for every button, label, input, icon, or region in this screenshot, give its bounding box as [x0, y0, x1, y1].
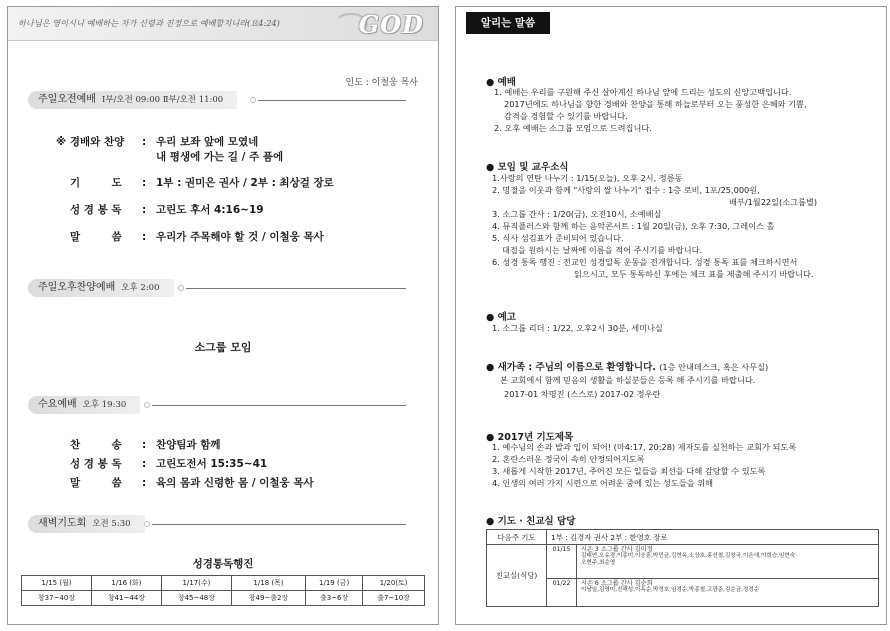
table-row: 다음주 기도 1부 : 김경자 권사 2부 : 한영호 장로: [487, 530, 879, 545]
list-item: 1.사랑의 연탄 나누기 : 1/15(오늘), 오후 2시, 정릉동: [492, 173, 683, 183]
notice-tab: 알리는 말씀: [466, 12, 550, 34]
list-item: 1. 예수님의 손과 발과 입이 되어! (마4:17, 20:28) 제자도를 실천하는 교회가 되도록: [492, 442, 797, 452]
banner-verse: 하나님은 영이시니 예배하는 자가 신령과 진정으로 예배할지니라(요4:24): [18, 18, 280, 28]
order-row: 찬 송 : 찬양팀과 함께: [70, 439, 221, 451]
table-row: 친교실(식당) 01/15 시온 3 소그룹 간사 김미정 김태연,오유경,이종미,이승훈,박민균,김현옥,소상호,홍선철,김창국,이은애,이희승,임현숙 오현주,최순영: [487, 545, 879, 579]
list-item: 본 교회에서 함께 믿음의 생활을 하실분들은 등록 해 주시기를 바랍니다.: [500, 375, 756, 385]
list-item: 1. 소그룹 리더 : 1/22, 오후2시 30분, 세미나실: [492, 323, 663, 333]
list-item: 1. 예배는 우리를 구원해 주신 살아계신 하나님 앞에 드리는 성도의 신앙고백입니다.: [494, 87, 792, 97]
section-title: 수요예배 오후 19:30: [28, 396, 140, 414]
order-row: 성 경 봉 독 : 고린도 후서 4:16~19: [70, 204, 264, 216]
list-item: 감격을 경험할 수 있기를 바랍니다.: [504, 111, 628, 121]
section-dot-icon: [144, 521, 150, 527]
list-item: 3. 소그룹 간사 : 1/20(금), 오전10시, 소예배실: [492, 209, 662, 219]
bulletin-left-page: [7, 6, 439, 625]
worship-leader: 인도 : 이철웅 목사: [345, 78, 418, 88]
worship-title: ● 예배: [486, 77, 516, 88]
list-item: 2017-01 차명진 (스스로) 2017-02 정우란: [504, 389, 661, 399]
prayer-topics-title: ● 2017년 기도제목: [486, 432, 574, 443]
section-sunday-afternoon: [28, 279, 406, 297]
section-dot-icon: [178, 285, 184, 291]
table-row: 1/15 (월) 1/16 (화) 1/17(수) 1/18 (목) 1/19 (금) 1/20(토): [22, 576, 425, 591]
list-item: 2. 혼란스러운 정국이 속히 안정되어지도록: [492, 454, 645, 464]
list-item: 4. 뮤직플러스와 함께 하는 음악콘서트 : 1월 20일(금), 오후 7:30, 그레이스 홀: [492, 221, 775, 231]
small-group-meeting: 소그룹 모임: [194, 341, 252, 354]
header-banner: [8, 7, 438, 41]
table-row: 창37~40장 창41~44장 창45~48장 창49~출2장 출3~6장 출7~10장: [22, 591, 425, 606]
list-item: 배부/1월22일(소그룹별): [729, 197, 818, 207]
section-divider: [152, 524, 406, 525]
list-item: 4. 인생의 여러 가지 시련으로 어려운 중에 있는 성도들을 위해: [492, 478, 714, 488]
section-dawn-prayer: [28, 515, 406, 533]
section-sunday-morning: [28, 91, 406, 109]
order-row: 기 도 : 1부 : 권미은 권사 / 2부 : 최상걸 장로: [70, 177, 334, 189]
fellowship-entry: 시온 6 소그룹 간사 김순희 이남일,김영미,진해성,이옥순,박정호,임경순,박종철,고광준,김순금,정경순: [577, 579, 879, 607]
section-wednesday: [28, 396, 406, 414]
list-item: 5. 식사 섬김표가 준비되어 있습니다.: [492, 233, 624, 243]
prayer-room-title: ● 기도 · 친교실 담당: [486, 516, 576, 527]
fellowship-entry: 시온 3 소그룹 간사 김미정 김태연,오유경,이종미,이승훈,박민균,김현옥,소상호,홍선철,김창국,이은애,이희승,임현숙 오현주,최순영: [577, 545, 879, 579]
section-dot-icon: [144, 402, 150, 408]
list-item: 2. 명절을 이웃과 함께 "사랑의 쌀 나누기" 접수 : 1층 로비, 1포/25,000원,: [492, 185, 760, 195]
section-dot-icon: [250, 97, 256, 103]
table-row: 01/22 시온 6 소그룹 간사 김순희 이남일,김영미,진해성,이옥순,박정호,임경순,박종철,고광준,김순금,정경순: [487, 579, 879, 607]
section-divider: [186, 288, 406, 289]
section-title: 새벽기도회 오전 5:30: [28, 515, 145, 533]
new-family-title: ● 새가족 : 주님의 이름으로 환영합니다. (1층 안내데스크, 혹은 사무실): [486, 362, 769, 373]
list-item: 읽으시고, 모두 통독하신 후에는 체크 표를 제출해 주시기 바랍니다.: [574, 269, 814, 279]
preview-title: ● 예고: [486, 312, 516, 323]
section-title: 주일오후찬양예배 오후 2:00: [28, 279, 174, 297]
list-item: 6. 성경 통독 행진 : 전교인 성경일독 운동을 전개합니다. 성경 통독 표를 체크하시면서: [492, 257, 798, 267]
list-item: 대접을 원하시는 날짜에 이름을 적어 주시기를 바랍니다.: [502, 245, 703, 255]
list-item: 3. 새롭게 시작한 2017년, 주어진 모든 일들을 최선을 다해 감당할 수 있도록: [492, 466, 766, 476]
bible-reading-table: [21, 575, 425, 606]
list-item: 2017년에도 하나님을 향한 경배와 찬양을 통해 하늘로부터 오는 풍성한 은혜와 기쁨,: [504, 99, 807, 109]
order-row: 성 경 봉 독 : 고린도전서 15:35~41: [70, 458, 268, 470]
section-divider: [258, 100, 406, 101]
god-logo: GOD: [358, 10, 424, 39]
order-row: 말 씀 : 육의 몸과 신령한 몸 / 이철웅 목사: [70, 477, 314, 489]
prayer-room-table: [486, 529, 879, 607]
order-row: ※ 경배와 찬양 : 우리 보좌 앞에 모였네 내 평생에 가는 길 / 주 품에: [56, 136, 284, 163]
section-title: 주일오전예배 Ⅰ부/오전 09:00 Ⅱ부/오전 11:00: [28, 91, 237, 109]
bible-reading-title: 성경통독행진: [192, 558, 254, 570]
order-row: 말 씀 : 우리가 주목해야 할 것 / 이철웅 목사: [70, 231, 324, 243]
meetings-title: ● 모임 및 교우소식: [486, 162, 569, 173]
list-item: 2. 오후 예배는 소그룹 모임으로 드려집니다.: [494, 123, 652, 133]
bulletin-right-page: [455, 6, 887, 625]
section-divider: [152, 405, 406, 406]
